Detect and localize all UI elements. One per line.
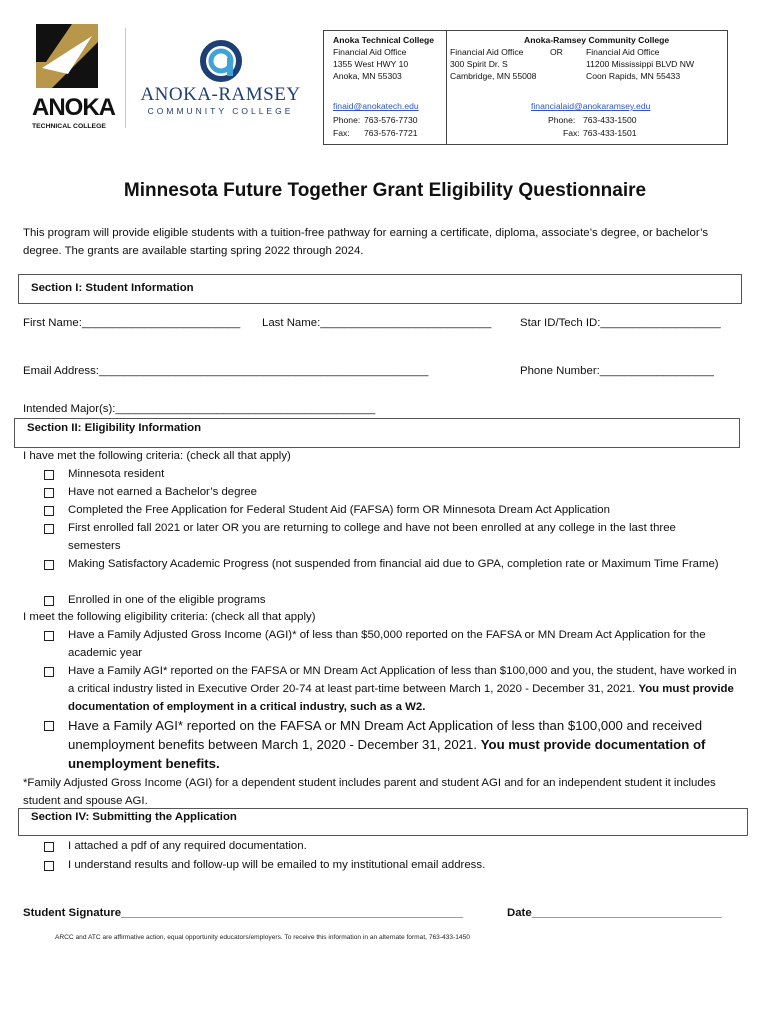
checkbox[interactable] — [44, 560, 54, 570]
logo-divider — [125, 28, 126, 128]
intended-major-field[interactable]: Intended Major(s):_________________________________________ — [23, 403, 376, 415]
atc-line: Financial Aid Office — [333, 47, 407, 57]
arcc-right-line: Financial Aid Office — [586, 47, 660, 57]
atc-phone-label: Phone: — [333, 115, 361, 125]
section-2-header — [14, 418, 740, 448]
checkbox[interactable] — [44, 596, 54, 606]
eligibility-requirement: You must provide documentation of employment in a critical industry, such as a W2. — [68, 683, 734, 713]
agi-footnote: *Family Adjusted Gross Income (AGI) for a dependent student includes parent and student AGI and for an independent student it includes student and spouse AGI. — [23, 777, 716, 807]
checkbox[interactable] — [44, 631, 54, 641]
arcc-left-line: 300 Spirit Dr. S — [450, 59, 508, 69]
criterion: Making Satisfactory Academic Progress (not suspended from financial aid due to GPA, completion rate or Maximum Time Frame) — [68, 558, 719, 570]
atc-heading: Anoka Technical College — [333, 35, 435, 45]
star-id-field[interactable]: Star ID/Tech ID:___________________ — [520, 317, 721, 329]
checkbox[interactable] — [44, 488, 54, 498]
submit-item: I understand results and follow-up will be emailed to my institutional email address. — [68, 859, 486, 871]
checkbox[interactable] — [44, 861, 54, 871]
section-4-heading: Section IV: Submitting the Application — [31, 811, 237, 823]
submit-item: I attached a pdf of any required documentation. — [68, 840, 307, 852]
first-name-field[interactable]: First Name:_________________________ — [23, 317, 241, 329]
arcc-logo-sub: COMMUNITY COLLEGE — [147, 106, 294, 116]
anoka-ramsey-logo — [138, 40, 303, 120]
atc-fax: 763-576-7721 — [364, 128, 418, 138]
date-field[interactable]: Date______________________________ — [507, 907, 722, 919]
arcc-phone-label: Phone: — [548, 115, 576, 125]
atc-fax-label: Fax: — [333, 128, 350, 138]
eligibility-item — [68, 626, 740, 662]
arcc-logo-name: ANOKA-RAMSEY — [140, 84, 301, 105]
eligibility-text: Have a Family AGI* reported on the FAFSA or MN Dream Act Application of less than $100,000 and received unemployment benefits between March 1, 2020 - December 31, 2021. — [68, 718, 703, 752]
criterion: Completed the Free Application for Federal Student Aid (FAFSA) form OR Minnesota Dream Act Application — [68, 504, 610, 516]
checkbox[interactable] — [44, 721, 54, 731]
checkbox[interactable] — [44, 506, 54, 516]
eligibility-requirement: You must provide documentation of unemployment benefits. — [68, 737, 706, 771]
contact-divider — [446, 31, 447, 144]
arcc-email-link[interactable]: financialaid@anokaramsey.edu — [531, 101, 651, 111]
arcc-phone: 763-433-1500 — [583, 115, 637, 125]
arcc-heading: Anoka-Ramsey Community College — [524, 35, 670, 45]
checkbox[interactable] — [44, 667, 54, 677]
eligibility-intro: I meet the following eligibility criteria: (check all that apply) — [23, 611, 316, 623]
intro-paragraph: This program will provide eligible students with a tuition-free pathway for earning a certificate, diploma, associate’s degree, or bachelor’s degree. The grants are available starting spring 2022 through 2024. — [23, 227, 709, 257]
atc-email-link[interactable]: finaid@anokatech.edu — [333, 101, 419, 111]
section-1-heading: Section I: Student Information — [31, 282, 194, 294]
student-signature-field[interactable]: Student Signature______________________________________________________ — [23, 907, 464, 919]
eligibility-item — [68, 662, 740, 716]
atc-logo-name: ANOKA — [32, 94, 115, 121]
arcc-left-line: Financial Aid Office — [450, 47, 524, 57]
page-title: Minnesota Future Together Grant Eligibility Questionnaire — [123, 180, 647, 201]
eligibility-text: Have a Family AGI* reported on the FAFSA or MN Dream Act Application of less than $100,000 and you, the student, have worked in a critical industry listed in Executive Order 20-74 at least part-time between March 1, 2020 - December 31, 2021. — [68, 665, 737, 695]
criterion: Have not earned a Bachelor’s degree — [68, 486, 257, 498]
eligibility-text: Have a Family Adjusted Gross Income (AGI)* of less than $50,000 reported on the FAFSA or MN Dream Act Application for the academic year — [68, 629, 706, 659]
checkbox[interactable] — [44, 470, 54, 480]
arcc-right-line: Coon Rapids, MN 55433 — [586, 71, 681, 81]
arcc-right-line: 11200 Mississippi BLVD NW — [586, 59, 695, 69]
criterion: First enrolled fall 2021 or later OR you are returning to college and have not been enrolled at any college in the last three semesters — [68, 522, 676, 552]
criterion: Enrolled in one of the eligible programs — [68, 594, 266, 606]
anoka-technical-college-logo — [32, 22, 115, 134]
arcc-fax: 763-433-1501 — [583, 128, 637, 138]
arcc-fax-label: Fax: — [563, 128, 580, 138]
checkbox[interactable] — [44, 842, 54, 852]
section-4-header — [18, 808, 748, 836]
atc-phone: 763-576-7730 — [364, 115, 418, 125]
arcc-or: OR — [550, 47, 563, 57]
eligibility-item — [68, 716, 740, 773]
footer-notice: ARCC and ATC are affirmative action, equal opportunity educators/employers. To receive this information in an alternate format, 763-433-1450 — [55, 934, 470, 941]
contact-box — [323, 30, 728, 145]
checkbox[interactable] — [44, 524, 54, 534]
atc-logo-sub: TECHNICAL COLLEGE — [32, 123, 106, 130]
atc-line: Anoka, MN 55303 — [333, 71, 402, 81]
arcc-left-line: Cambridge, MN 55008 — [450, 71, 537, 81]
atc-line: 1355 West HWY 10 — [333, 59, 409, 69]
email-field[interactable]: Email Address:____________________________________________________ — [23, 365, 429, 377]
criterion: Minnesota resident — [68, 468, 165, 480]
phone-number-field[interactable]: Phone Number:__________________ — [520, 365, 714, 377]
section-1-header — [18, 274, 742, 304]
criteria-intro: I have met the following criteria: (check all that apply) — [23, 450, 291, 462]
section-2-heading: Section II: Eligibility Information — [27, 422, 202, 434]
last-name-field[interactable]: Last Name:___________________________ — [262, 317, 492, 329]
